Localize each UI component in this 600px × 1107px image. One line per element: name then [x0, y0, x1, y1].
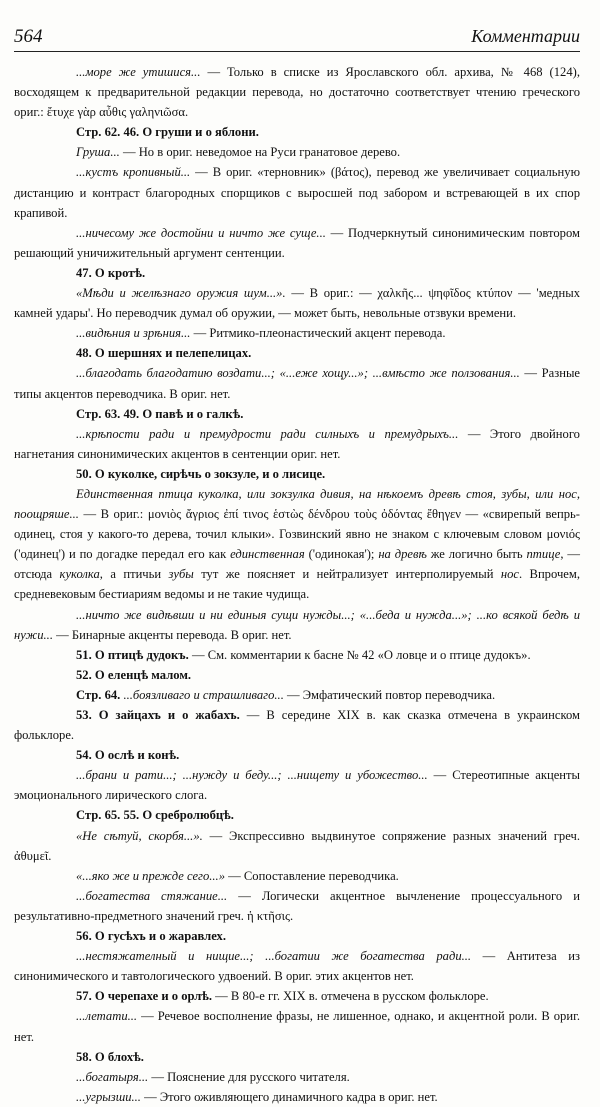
commentary-paragraph — [14, 645, 580, 665]
comment-text: — Но в ориг. неведомое на Руси гранатовое дерево. — [119, 145, 401, 160]
entry-heading: 50. О куколке, сирѣчь о зокзуле, и о лисице. — [76, 466, 326, 481]
comment-text: — Подчеркнутый синонимическим повтором решающий уничижительный аргумент сентенции. — [14, 225, 580, 260]
entry-heading: 57. О черепахе и о орлѣ. — [76, 989, 213, 1004]
entry-heading: 54. О ослѣ и конѣ. — [76, 748, 180, 763]
commentary-paragraph — [14, 826, 580, 866]
comment-text: — В середине XIX в. как сказка отмечена в украинском фольклоре. — [14, 708, 580, 743]
quoted-text: ...нестяжателный и нищие...; ...богатии же богатества ради... — [76, 949, 472, 964]
quoted-text: куколка — [59, 567, 100, 582]
commentary-paragraph — [14, 665, 580, 685]
comment-text: — В ориг. «терновник» (βάτος), перевод же увеличивает социальную дистанцию и контраст благородных спорщиков с выросшей под забором и встревающей в их спор крапивой. — [14, 165, 580, 220]
quoted-text: ...ничесому же достойни и ничто же суще... — [76, 225, 326, 240]
comment-text: ('одинокая'); — [304, 547, 379, 562]
entry-heading: 48. О шершнях и пелепелицах. — [76, 346, 252, 361]
comment-text: тут же поясняет и нейтрализует интерполируемый — [193, 567, 501, 582]
quoted-text: единственная — [230, 547, 305, 562]
commentary-paragraph — [14, 343, 580, 363]
quoted-text: ...ничто же видѣвши и ни единыя сущи нужды...; «...беда и нужда...»; ...ко всякой бедѣ и нужи... — [14, 607, 580, 642]
comment-text: — Сопоставление переводчика. — [225, 868, 399, 883]
commentary-paragraph — [14, 866, 580, 886]
comment-text: — В ориг.: — χαλκῆς... ψηφῖδος κτύπον — 'медных камней удары'. Но переводчик думал об оружии, — может быть, невольные отзвуки времени. — [14, 286, 580, 321]
commentary-paragraph — [14, 1047, 580, 1067]
commentary-paragraph — [14, 1006, 580, 1046]
entry-heading: 47. О кротѣ. — [76, 265, 146, 280]
page-number: 564 — [14, 26, 43, 47]
commentary-paragraph — [14, 484, 580, 605]
commentary-paragraph — [14, 464, 580, 484]
comment-text: — Логически акцентное вычленение процессуального и результативно-предметного значений греч. ἡ κτῆσις. — [14, 888, 580, 923]
quoted-text: «Не сѣтуй, скорбя...». — [76, 828, 203, 843]
quoted-text: ...видѣния и зрѣния... — [76, 326, 191, 341]
entry-heading: Стр. 62. 46. О груши и о яблони. — [76, 125, 259, 140]
quoted-text: ...боязливаго и страшливаго... — [123, 687, 284, 702]
entry-heading: 51. О птицѣ дудокъ. — [76, 647, 189, 662]
commentary-paragraph — [14, 263, 580, 283]
commentary-paragraph — [14, 946, 580, 986]
commentary-paragraph — [14, 62, 580, 122]
comment-text: — Речевое восполнение фразы, не лишенное, однако, и акцентной роли. В ориг. нет. — [14, 1009, 580, 1044]
quoted-text: ...кустъ кропивный... — [76, 165, 191, 180]
comment-text: . Впрочем, средневековым бестиариям ведомы и не такие чудища. — [14, 567, 580, 602]
comment-text: — Стереотипные акценты эмоционального лирического слога. — [14, 768, 580, 803]
quoted-text: ...брани и рати...; ...нужду и беду...; ...нищету и убожество... — [76, 768, 428, 783]
commentary-paragraph — [14, 745, 580, 765]
page-header — [14, 20, 580, 50]
commentary-body — [14, 62, 580, 1107]
comment-text: , — отсюда — [14, 547, 581, 582]
commentary-paragraph — [14, 886, 580, 926]
commentary-paragraph — [14, 142, 580, 162]
comment-text: — Ритмико-плеонастический акцент перевода. — [190, 326, 446, 341]
quoted-text: нос — [500, 567, 519, 582]
comment-text: — Этого двойного нагнетания синонимических акцентов в сентенции ориг. нет. — [14, 426, 580, 461]
commentary-paragraph — [14, 122, 580, 142]
comment-text: — В ориг.: μονιὸς ἄγριος ἐπί τινος ἑστὼς δένδρου τοὺς ὀδόντας ἔθηγεν — «свирепый вепрь-одинец, стоя у какого-то дерева, точил клыки». Гозвинский явно не знаком с ключевым словом μονιός ('одинец') и по догадке передал его как — [14, 507, 580, 562]
commentary-paragraph — [14, 404, 580, 424]
comment-text: — Антитеза из синонимического и тавтологического удвоений. В ориг. этих акцентов нет. — [14, 949, 580, 984]
comment-text: — Пояснение для русского читателя. — [148, 1069, 350, 1084]
commentary-paragraph — [14, 705, 580, 745]
quoted-text: птице — [526, 547, 561, 562]
comment-text: — Разные типы акцентов переводчика. В ориг. нет. — [14, 366, 580, 401]
commentary-paragraph — [14, 805, 580, 825]
comment-text: — Этого оживляющего динамичного кадра в ориг. нет. — [140, 1089, 438, 1104]
comment-text: — Эмфатический повтор переводчика. — [283, 687, 496, 702]
quoted-text: ...богатества стяжание... — [76, 888, 228, 903]
commentary-paragraph — [14, 986, 580, 1006]
commentary-paragraph — [14, 323, 580, 343]
quoted-text: ...угрызши... — [76, 1089, 141, 1104]
quoted-text: ...летати... — [76, 1009, 138, 1024]
entry-heading: 53. О зайцахъ и о жабахъ. — [76, 708, 240, 722]
comment-text: , а птичьи — [99, 567, 169, 582]
quoted-text: ...благодать благодатию воздати...; «...еже хощу...»; ...вмѣсто же ползования... — [76, 366, 520, 381]
entry-heading: 56. О гусѣхъ и о жаравлех. — [76, 929, 226, 944]
entry-heading: Стр. 65. 55. О сребролюбцѣ. — [76, 808, 234, 823]
running-title: Комментарии — [471, 26, 580, 46]
commentary-paragraph — [14, 283, 580, 323]
commentary-paragraph — [14, 363, 580, 403]
comment-text: — Только в списке из Ярославского обл. архива, № 468 (124), восходящем к предварительной редакции перевода, но достаточно соответствует чтению греческого ориг.: ἔτυχε γὰρ αὖθις γαληνιῶσα. — [14, 65, 580, 120]
comment-text: — В 80-е гг. XIX в. отмечена в русском фольклоре. — [212, 989, 489, 1004]
commentary-paragraph — [14, 765, 580, 805]
quoted-text: ...море же утишися... — [76, 65, 201, 79]
commentary-paragraph — [14, 162, 580, 222]
quoted-text: на древѣ — [378, 547, 427, 562]
quoted-text: Единственная птица куколка, или зокзулка дивия, на нѣкоемъ древѣ стоя, зубы, или нос, поощряше... — [14, 486, 580, 522]
entry-heading: Стр. 64. — [76, 687, 121, 702]
header-rule — [14, 51, 580, 52]
quoted-text: «...яко же и прежде сего...» — [76, 868, 225, 883]
quoted-text: ...богатыря... — [76, 1069, 149, 1084]
commentary-paragraph — [14, 424, 580, 464]
comment-text: — См. комментарии к басне № 42 «О ловце и о птице дудокъ». — [188, 647, 531, 662]
comment-text: — Бинарные акценты перевода. В ориг. нет. — [52, 627, 292, 642]
entry-heading: 58. О блохѣ. — [76, 1049, 144, 1064]
entry-heading: 52. О еленцѣ малом. — [76, 667, 192, 682]
commentary-paragraph — [14, 685, 580, 705]
quoted-text: «Мѣди и желѣзнаго оружия шум...». — [76, 286, 286, 301]
commentary-paragraph — [14, 926, 580, 946]
commentary-paragraph — [14, 223, 580, 263]
quoted-text: зубы — [168, 567, 194, 582]
commentary-paragraph — [14, 605, 580, 645]
commentary-paragraph — [14, 1067, 580, 1087]
quoted-text: Груша... — [76, 145, 120, 160]
comment-text: — Экспрессивно выдвинутое сопряжение разных значений греч. ἀθυμεῖ. — [14, 828, 580, 863]
entry-heading: Стр. 63. 49. О павѣ и о галкѣ. — [76, 406, 244, 421]
quoted-text: ...крѣпости ради и премудрости ради силныхъ и премудрыхъ... — [76, 426, 459, 441]
commentary-paragraph — [14, 1087, 580, 1107]
comment-text: же логично быть — [426, 547, 527, 562]
